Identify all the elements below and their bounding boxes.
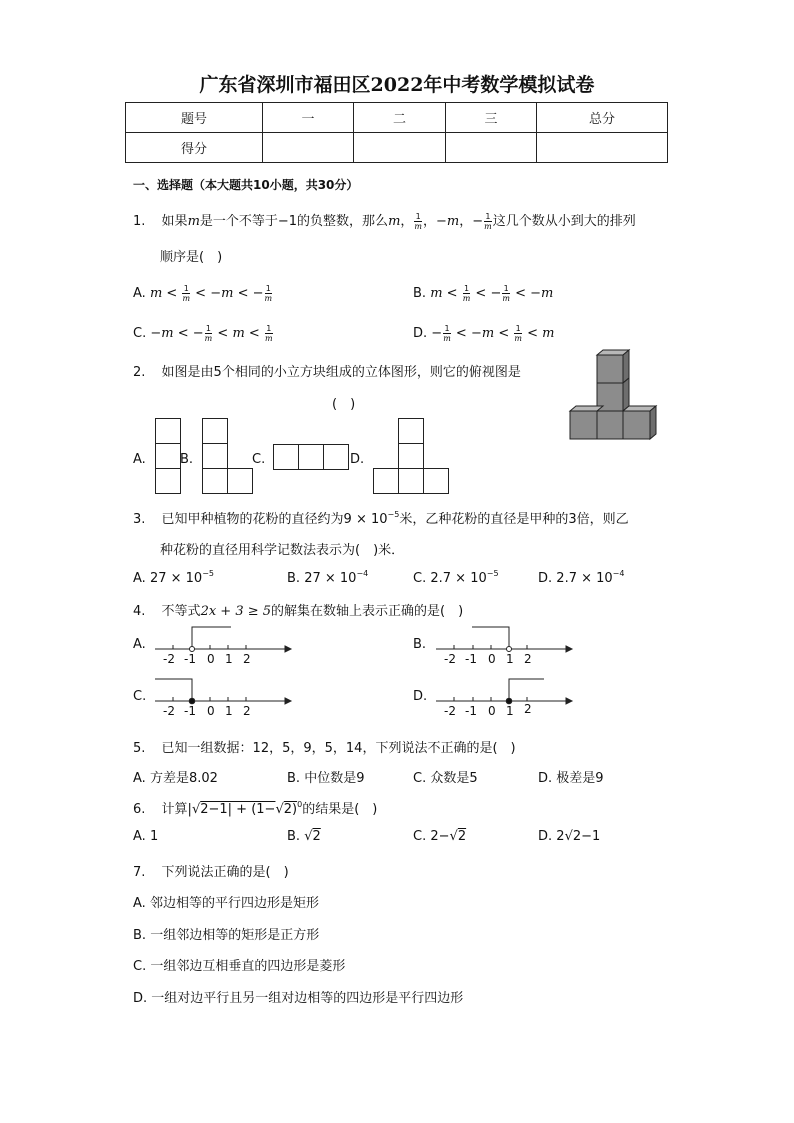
svg-text:-1: -1 [184, 652, 196, 666]
q6-option-d[interactable]: D. 2√2−1 [538, 829, 601, 844]
q4-option-b-label[interactable]: B. [413, 637, 427, 652]
q3-option-c[interactable]: C. $2.7 \times 10^{-5}$ [413, 569, 499, 586]
q4-option-c-label[interactable]: C. [133, 689, 147, 704]
q7-option-d[interactable]: D. 一组对边平行且另一组对边相等的四边形是平行四边形 [133, 991, 464, 1006]
score-cell [354, 133, 446, 163]
question-7: 7. 下列说法正确的是( ) [133, 865, 289, 880]
sqrt-icon: √ [275, 802, 284, 817]
fraction: $\frac{1}{m}$ [484, 212, 492, 231]
sqrt-icon: √ [191, 802, 201, 817]
score-cell [263, 133, 354, 163]
svg-text:2: 2 [524, 652, 532, 666]
question-3-line2: 种花粉的直径用科学记数法表示为( )米． [160, 543, 405, 558]
q4-option-d-numberline[interactable] [436, 677, 576, 717]
header-cell-number: 题号 [126, 103, 263, 133]
q2-option-c-figure[interactable] [273, 444, 353, 472]
page-title: 广东省深圳市福田区2022年中考数学模拟试卷 [199, 74, 595, 96]
sqrt-icon: √ [304, 829, 313, 844]
header-cell-part2: 二 [354, 103, 446, 133]
q5-option-d[interactable]: D. 极差是9 [538, 771, 604, 786]
q6-option-c[interactable]: C. 2−√2 [413, 829, 467, 844]
question-2-paren: ( ) [332, 397, 356, 412]
svg-text:2: 2 [524, 702, 532, 716]
score-cell [537, 133, 668, 163]
q1-option-a[interactable]: A. m < $\frac{1}{m}$ < −m < − $\frac{1}{m}$ [133, 284, 273, 303]
question-number: 1. [133, 214, 146, 229]
q7-option-a[interactable]: A. 邻边相等的平行四边形是矩形 [133, 896, 319, 911]
q2-option-a-label[interactable]: A. [133, 452, 146, 467]
svg-text:0: 0 [207, 704, 215, 718]
q4-option-d-label[interactable]: D. [413, 689, 428, 704]
q2-option-d-figure[interactable] [373, 418, 451, 496]
q5-option-b[interactable]: B. 中位数是9 [287, 771, 365, 786]
q1-option-c[interactable]: C. −m < − $\frac{1}{m}$ < m < $\frac{1}{m}$ [133, 324, 273, 343]
q7-option-c[interactable]: C. 一组邻边互相垂直的四边形是菱形 [133, 959, 346, 974]
fraction: $\frac{1}{m}$ [414, 212, 422, 231]
svg-text:-1: -1 [465, 704, 477, 718]
q2-option-b-label[interactable]: B. [180, 452, 194, 467]
sqrt-icon: √ [449, 829, 458, 844]
score-cell [446, 133, 537, 163]
q2-option-c-label[interactable]: C. [252, 452, 266, 467]
svg-text:1: 1 [506, 704, 514, 718]
score-table-score-row [126, 133, 668, 163]
question-1-line2: 顺序是( ) [160, 250, 223, 265]
q6-option-b[interactable]: B. √2 [287, 829, 321, 844]
q2-option-a-figure[interactable] [155, 418, 183, 496]
q7-option-b[interactable]: B. 一组邻边相等的矩形是正方形 [133, 928, 320, 943]
q4-option-a-numberline[interactable] [155, 625, 295, 665]
header-cell-total: 总分 [537, 103, 668, 133]
q3-option-b[interactable]: B. $27 \times 10^{-4}$ [287, 569, 369, 586]
svg-text:-2: -2 [444, 652, 456, 666]
score-row-label: 得分 [126, 133, 263, 163]
question-5: 5. 已知一组数据：12，5，9，5，14，下列说法不正确的是( ) [133, 741, 516, 756]
sqrt-icon: √ [564, 829, 573, 844]
q6-option-a[interactable]: A. 1 [133, 829, 159, 844]
question-2: 2. 如图是由5个相同的小立方块组成的立体图形，则它的俯视图是 [133, 365, 521, 380]
q4-option-c-numberline[interactable] [155, 677, 295, 717]
svg-text:1: 1 [506, 652, 514, 666]
svg-text:0: 0 [488, 704, 496, 718]
header-cell-part1: 一 [263, 103, 354, 133]
header-cell-part3: 三 [446, 103, 537, 133]
svg-text:2: 2 [243, 704, 251, 718]
q5-option-a[interactable]: A. 方差是8.02 [133, 771, 218, 786]
q2-option-b-figure[interactable] [202, 418, 254, 496]
svg-text:0: 0 [488, 652, 496, 666]
svg-text:-2: -2 [444, 704, 456, 718]
q4-option-b-numberline[interactable] [436, 625, 576, 665]
q2-option-d-label[interactable]: D. [350, 452, 365, 467]
svg-text:2: 2 [243, 652, 251, 666]
q3-option-d[interactable]: D. $2.7 \times 10^{-4}$ [538, 569, 625, 586]
q1-option-b[interactable]: B. m < $\frac{1}{m}$ < − $\frac{1}{m}$ < −m [413, 284, 554, 303]
question-6: 6. 计算$|√2-1| + (1-√2)^0$的结果是( ) [133, 800, 378, 817]
q5-option-c[interactable]: C. 众数是5 [413, 771, 478, 786]
score-table [125, 102, 668, 163]
svg-text:1: 1 [225, 652, 233, 666]
q1-option-d[interactable]: D. − $\frac{1}{m}$ < −m < $\frac{1}{m}$ < m [413, 324, 555, 343]
cube-figure [560, 350, 670, 445]
q3-option-a[interactable]: A. $27 \times 10^{-5}$ [133, 569, 214, 586]
score-table-header-row [126, 103, 668, 133]
question-3: 3. 已知甲种植物的花粉的直径约为$9 \times 10^{-5}$米，乙种花粉的直径是甲种的3倍，则乙 [133, 510, 629, 527]
section-heading: 一、选择题（本大题共10小题，共30分） [133, 178, 359, 192]
svg-text:-2: -2 [163, 652, 175, 666]
q4-option-a-label[interactable]: A. [133, 637, 146, 652]
svg-text:0: 0 [207, 652, 215, 666]
svg-text:-1: -1 [465, 652, 477, 666]
svg-text:1: 1 [225, 704, 233, 718]
question-1: 1. 如果m是一个不等于−1的负整数，那么m， $\frac{1}{m}$ ，−m，− $\frac{1}{m}$ 这几个数从小到大的排列 [133, 212, 636, 231]
question-4: 4. 不等式2x + 3 ≥ 5的解集在数轴上表示正确的是( ) [133, 604, 464, 619]
svg-text:-1: -1 [184, 704, 196, 718]
svg-text:-2: -2 [163, 704, 175, 718]
